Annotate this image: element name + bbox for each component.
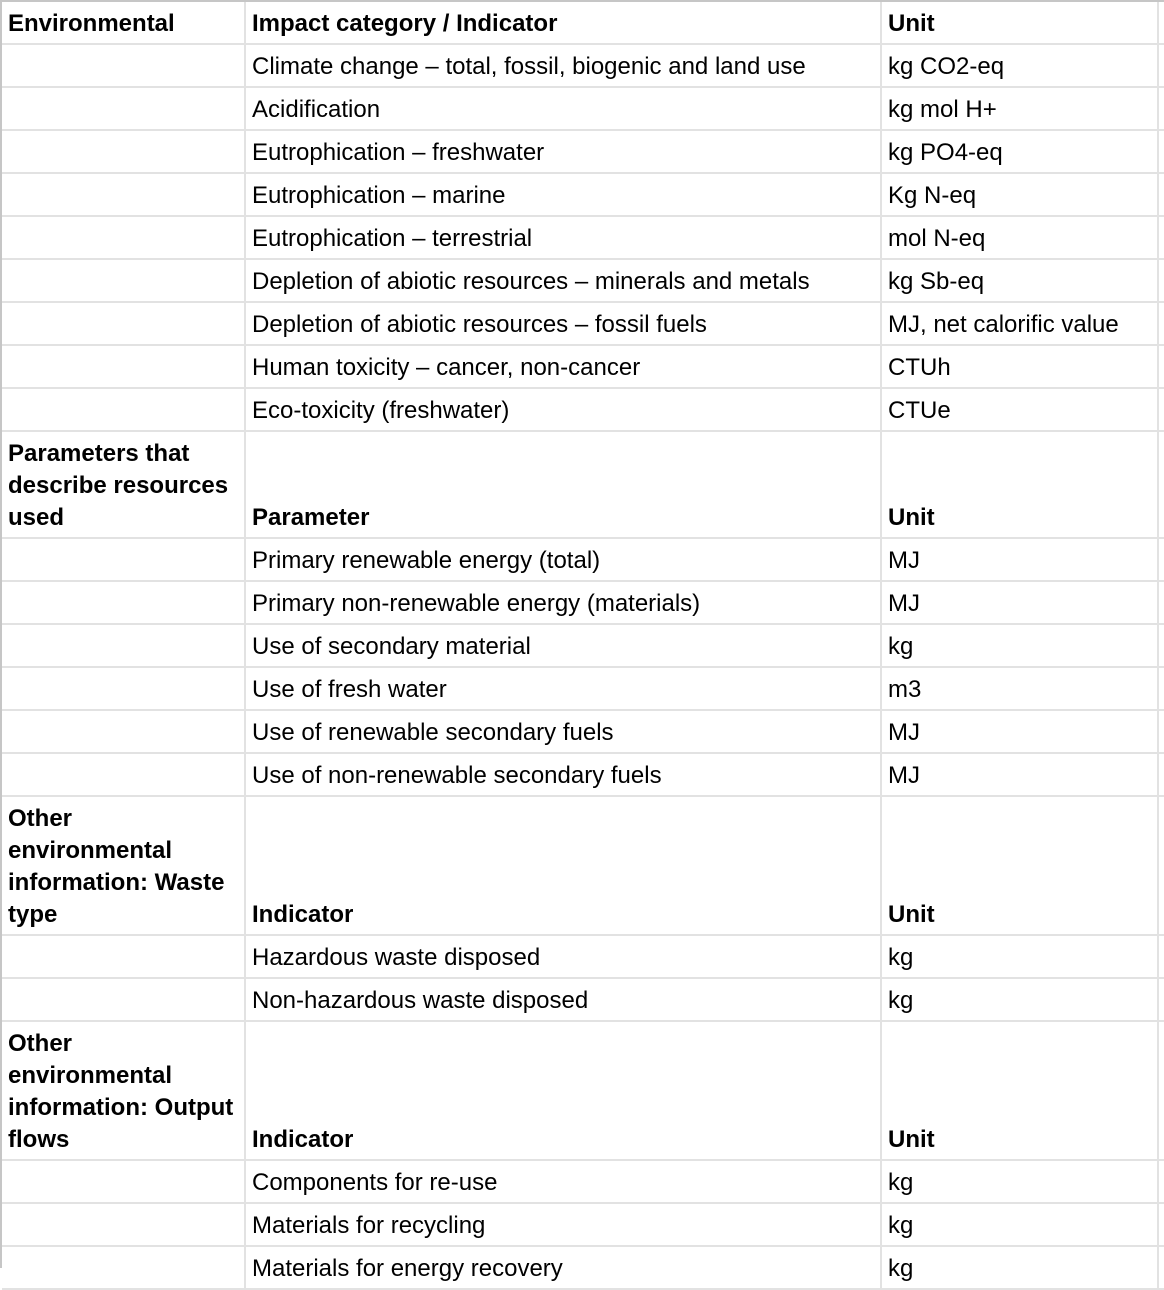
table-row (2, 1203, 1164, 1246)
indicator-cell[interactable]: Eutrophication – terrestrial (245, 216, 881, 259)
unit-cell[interactable]: MJ (881, 538, 1158, 581)
empty-cell[interactable] (1158, 173, 1164, 216)
unit-cell[interactable]: mol N-eq (881, 216, 1158, 259)
empty-cell[interactable] (2, 753, 245, 796)
empty-cell[interactable] (1158, 667, 1164, 710)
unit-cell[interactable]: kg (881, 935, 1158, 978)
empty-cell[interactable] (2, 44, 245, 87)
empty-cell[interactable] (2, 581, 245, 624)
empty-cell[interactable] (2, 667, 245, 710)
empty-cell[interactable] (2, 935, 245, 978)
empty-cell[interactable] (2, 130, 245, 173)
table-row (2, 581, 1164, 624)
table-row (2, 173, 1164, 216)
table-row (2, 345, 1164, 388)
table-row (2, 130, 1164, 173)
empty-cell[interactable] (1158, 345, 1164, 388)
empty-cell[interactable] (1158, 388, 1164, 431)
indicator-table (2, 2, 1164, 1290)
unit-cell[interactable]: m3 (881, 667, 1158, 710)
parameter-cell[interactable]: Use of fresh water (245, 667, 881, 710)
indicator-cell[interactable]: Materials for recycling (245, 1203, 881, 1246)
empty-cell[interactable] (1158, 2, 1164, 44)
unit-cell[interactable]: CTUh (881, 345, 1158, 388)
empty-cell[interactable] (1158, 1203, 1164, 1246)
indicator-cell[interactable]: Non-hazardous waste disposed (245, 978, 881, 1021)
empty-cell[interactable] (2, 624, 245, 667)
table-row (2, 1160, 1164, 1203)
empty-cell[interactable] (1158, 1021, 1164, 1160)
parameter-cell[interactable]: Primary non-renewable energy (materials) (245, 581, 881, 624)
indicator-cell[interactable]: Climate change – total, fossil, biogenic and land use (245, 44, 881, 87)
empty-cell[interactable] (1158, 1160, 1164, 1203)
unit-cell[interactable]: kg (881, 1203, 1158, 1246)
table-row (2, 44, 1164, 87)
empty-cell[interactable] (1158, 796, 1164, 935)
column-header-cell[interactable]: Parameter (245, 431, 881, 538)
column-header-cell[interactable]: Indicator (245, 1021, 881, 1160)
table-row (2, 302, 1164, 345)
unit-cell[interactable]: MJ (881, 753, 1158, 796)
indicator-cell[interactable]: Eutrophication – marine (245, 173, 881, 216)
empty-cell[interactable] (2, 388, 245, 431)
indicator-cell[interactable]: Materials for energy recovery (245, 1246, 881, 1289)
indicator-cell[interactable]: Acidification (245, 87, 881, 130)
empty-cell[interactable] (1158, 431, 1164, 538)
empty-cell[interactable] (1158, 259, 1164, 302)
indicator-cell[interactable]: Components for re-use (245, 1160, 881, 1203)
unit-cell[interactable]: kg (881, 624, 1158, 667)
column-header-cell[interactable]: Impact category / Indicator (245, 2, 881, 44)
indicator-cell[interactable]: Depletion of abiotic resources – fossil fuels (245, 302, 881, 345)
unit-cell[interactable]: kg (881, 1246, 1158, 1289)
empty-cell[interactable] (1158, 624, 1164, 667)
indicator-cell[interactable]: Depletion of abiotic resources – minerals and metals (245, 259, 881, 302)
section-header-row (2, 431, 1164, 538)
table-row (2, 216, 1164, 259)
unit-cell[interactable]: MJ (881, 581, 1158, 624)
section-header-row (2, 2, 1164, 44)
empty-cell[interactable] (2, 978, 245, 1021)
empty-cell[interactable] (1158, 710, 1164, 753)
empty-cell[interactable] (2, 259, 245, 302)
table-row (2, 87, 1164, 130)
empty-cell[interactable] (2, 1203, 245, 1246)
empty-cell[interactable] (1158, 302, 1164, 345)
unit-header-cell[interactable]: Unit (881, 796, 1158, 935)
empty-cell[interactable] (2, 87, 245, 130)
empty-cell[interactable] (1158, 753, 1164, 796)
table-row (2, 710, 1164, 753)
empty-cell[interactable] (2, 1160, 245, 1203)
table-row (2, 538, 1164, 581)
unit-cell[interactable]: kg (881, 1160, 1158, 1203)
empty-cell[interactable] (2, 173, 245, 216)
empty-cell[interactable] (1158, 216, 1164, 259)
table-row (2, 624, 1164, 667)
table-row (2, 259, 1164, 302)
unit-header-cell[interactable]: Unit (881, 1021, 1158, 1160)
parameter-cell[interactable]: Use of non-renewable secondary fuels (245, 753, 881, 796)
indicator-cell[interactable]: Human toxicity – cancer, non-cancer (245, 345, 881, 388)
empty-cell[interactable] (2, 538, 245, 581)
unit-cell[interactable]: kg (881, 978, 1158, 1021)
unit-header-cell[interactable]: Unit (881, 431, 1158, 538)
unit-cell[interactable]: MJ (881, 710, 1158, 753)
table-row (2, 388, 1164, 431)
table-row (2, 667, 1164, 710)
empty-cell[interactable] (2, 345, 245, 388)
parameter-cell[interactable]: Use of renewable secondary fuels (245, 710, 881, 753)
parameter-cell[interactable]: Primary renewable energy (total) (245, 538, 881, 581)
empty-cell[interactable] (1158, 538, 1164, 581)
column-header-cell[interactable]: Indicator (245, 796, 881, 935)
unit-cell[interactable]: kg mol H+ (881, 87, 1158, 130)
group-label-cell[interactable]: Parameters that describe resources used (2, 431, 245, 538)
empty-cell[interactable] (2, 302, 245, 345)
group-label-cell[interactable]: Other environmental information: Waste type (2, 796, 245, 935)
empty-cell[interactable] (1158, 935, 1164, 978)
group-label-cell[interactable]: Environmental (2, 2, 245, 44)
indicator-cell[interactable]: Hazardous waste disposed (245, 935, 881, 978)
empty-cell[interactable] (1158, 130, 1164, 173)
unit-header-cell[interactable]: Unit (881, 2, 1158, 44)
unit-cell[interactable]: kg CO2-eq (881, 44, 1158, 87)
parameter-cell[interactable]: Use of secondary material (245, 624, 881, 667)
section-header-row (2, 1021, 1164, 1160)
empty-cell[interactable] (1158, 581, 1164, 624)
table-row (2, 935, 1164, 978)
indicator-cell[interactable]: Eco-toxicity (freshwater) (245, 388, 881, 431)
unit-cell[interactable]: Kg N-eq (881, 173, 1158, 216)
empty-cell[interactable] (1158, 44, 1164, 87)
table-row (2, 753, 1164, 796)
indicator-cell[interactable]: Eutrophication – freshwater (245, 130, 881, 173)
unit-cell[interactable]: kg Sb-eq (881, 259, 1158, 302)
table-row (2, 978, 1164, 1021)
empty-cell[interactable] (2, 216, 245, 259)
unit-cell[interactable]: kg PO4-eq (881, 130, 1158, 173)
empty-cell[interactable] (1158, 978, 1164, 1021)
group-label-cell[interactable]: Other environmental information: Output flows (2, 1021, 245, 1160)
unit-cell[interactable]: MJ, net calorific value (881, 302, 1158, 345)
section-header-row (2, 796, 1164, 935)
empty-cell[interactable] (1158, 87, 1164, 130)
empty-cell[interactable] (2, 710, 245, 753)
unit-cell[interactable]: CTUe (881, 388, 1158, 431)
